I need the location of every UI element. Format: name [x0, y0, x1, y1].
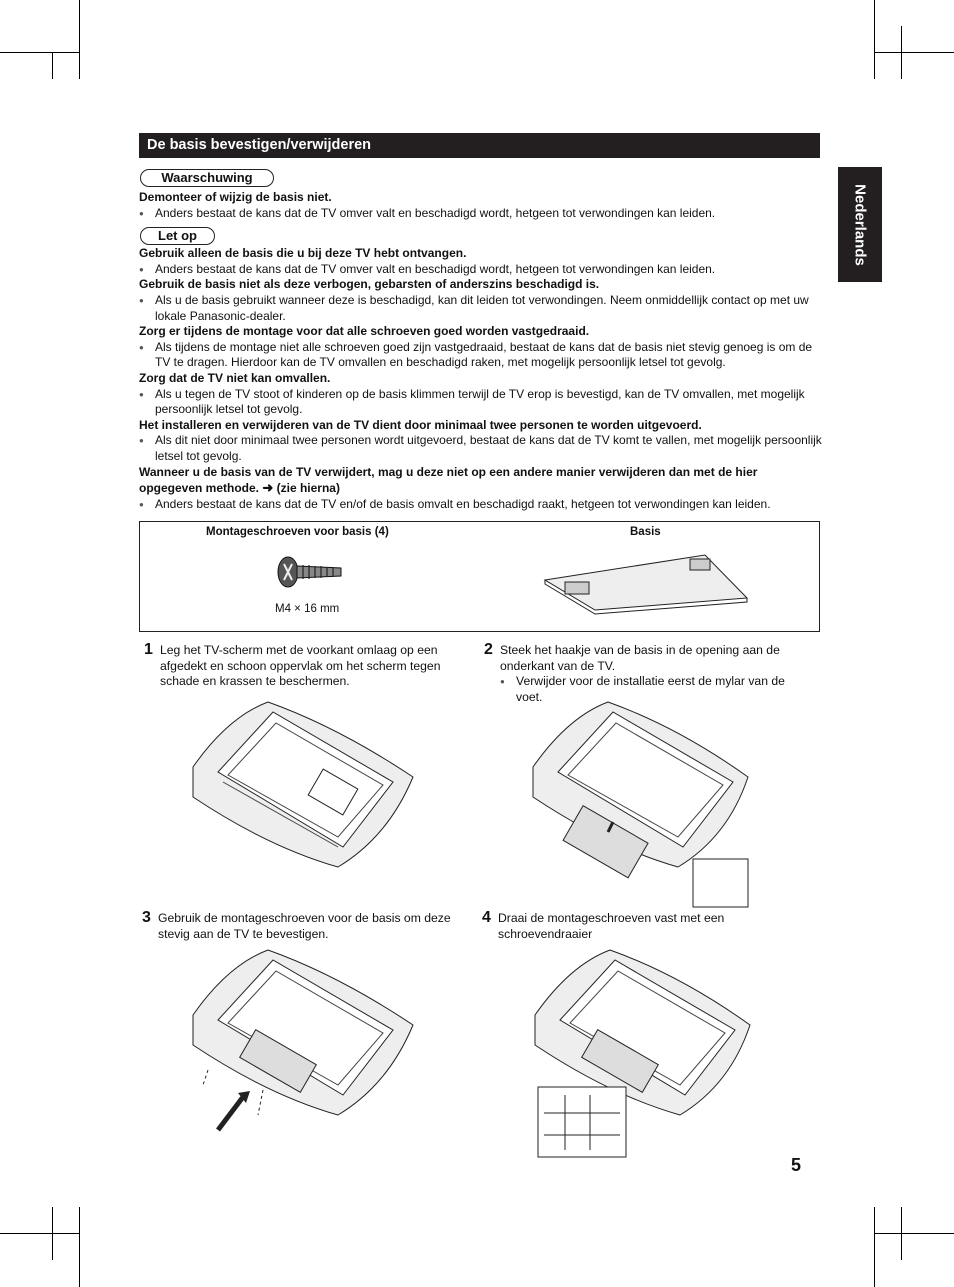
step-number: 3 [142, 909, 151, 926]
language-tab [838, 167, 882, 282]
note-bullet: ● Anders bestaat de kans dat de TV en/of de basis omvalt en beschadigd raakt, hetgeen tot verwondingen kan leiden. [139, 497, 823, 513]
language-tab-label: Nederlands [851, 183, 869, 266]
step-number: 1 [144, 641, 153, 658]
tv-face-down-illustration [188, 697, 418, 872]
section-header [139, 133, 820, 158]
note-heading-text: Wanneer u de basis van de TV verwijdert, mag u deze niet op een andere manier verwijderen dan met de hier opgegeven methode. [139, 464, 758, 496]
step-text: Leg het TV-scherm met de voorkant omlaag op een afgedekt en schoon oppervlak om het scherm tegen schade en krassen te beschermen. [160, 643, 441, 689]
section-title: De basis bevestigen/verwijderen [147, 137, 372, 153]
attach-base-illustration [528, 697, 750, 909]
note-label-spacer [139, 221, 823, 246]
step-number: 2 [484, 641, 493, 658]
note-heading: Zorg dat de TV niet kan omvallen. [139, 370, 331, 385]
arrow-right-icon: ➜ [262, 480, 274, 496]
warning-label: Waarschuwing [140, 169, 274, 187]
screw-size: M4 × 16 mm [275, 603, 340, 615]
note-bullet: ● Als dit niet door minimaal twee personen wordt uitgevoerd, bestaat de kans dat de TV komt te vallen, met mogelijk persoonlijk letsel tot gevolg. [139, 433, 823, 464]
step-text-line: Steek het haakje van de basis in de opening aan de onderkant van de TV. [500, 643, 780, 673]
note-heading: Gebruik de basis niet als deze verbogen, gebarsten of anderszins beschadigd is. [139, 277, 600, 292]
note-bullet: ● Anders bestaat de kans dat de TV omver valt en beschadigd wordt, hetgeen tot verwondingen kan leiden. [139, 262, 823, 278]
base-label: Basis [630, 526, 661, 538]
warning-heading: Demonteer of wijzig de basis niet. [139, 190, 332, 204]
step-text: Gebruik de montageschroeven voor de basis om deze stevig aan de TV te bevestigen. [158, 911, 451, 941]
base-illustration [540, 550, 750, 610]
step-bullet: ● Verwijder voor de installatie eerst de mylar van de voet. [500, 674, 810, 705]
note-bullet: ● Als tijdens de montage niet alle schroeven goed zijn vastgedraaid, bestaat de kans dat de basis niet stevig genoeg is om de TV te dragen. Hierdoor kan de TV omvallen en beschadigd raken, met mogelijk persoonlijk letsel tot gevolg. [139, 340, 823, 371]
screws-label: Montageschroeven voor basis (4) [206, 526, 389, 538]
step-text: Draai de montageschroeven vast met een schroevendraaier [498, 911, 725, 941]
note-heading: Gebruik alleen de basis die u bij deze TV hebt ontvangen. [139, 246, 467, 261]
page-number: 5 [791, 1155, 802, 1175]
parts-box [139, 521, 820, 632]
tighten-screws-illustration [530, 945, 752, 1160]
note-heading [139, 465, 823, 497]
instructions-text [139, 190, 823, 512]
note-heading: Het installeren en verwijderen van de TV dient door minimaal twee personen te worden uitgevoerd. [139, 417, 702, 432]
screw-illustration [275, 552, 345, 592]
warning-bullet: ● Anders bestaat de kans dat de TV omver valt en beschadigd wordt, hetgeen tot verwondingen kan leiden. [139, 206, 823, 222]
step-number: 4 [482, 909, 491, 926]
note-bullet: ● Als u tegen de TV stoot of kinderen op de basis klimmen terwijl de TV erop is bevestigd, kan de TV omvallen, met mogelijk persoonlijk letsel tot gevolg. [139, 387, 823, 418]
screw-base-illustration [188, 945, 418, 1135]
note-bullet: ● Als u de basis gebruikt wanneer deze is beschadigd, kan dit leiden tot verwondingen. Neem onmiddellijk contact op met uw lokale Panasonic-dealer. [139, 293, 823, 324]
see-below-link[interactable]: (zie hierna) [276, 481, 340, 496]
note-heading: Zorg er tijdens de montage voor dat alle schroeven goed worden vastgedraaid. [139, 324, 590, 339]
note-label: Let op [140, 227, 215, 245]
